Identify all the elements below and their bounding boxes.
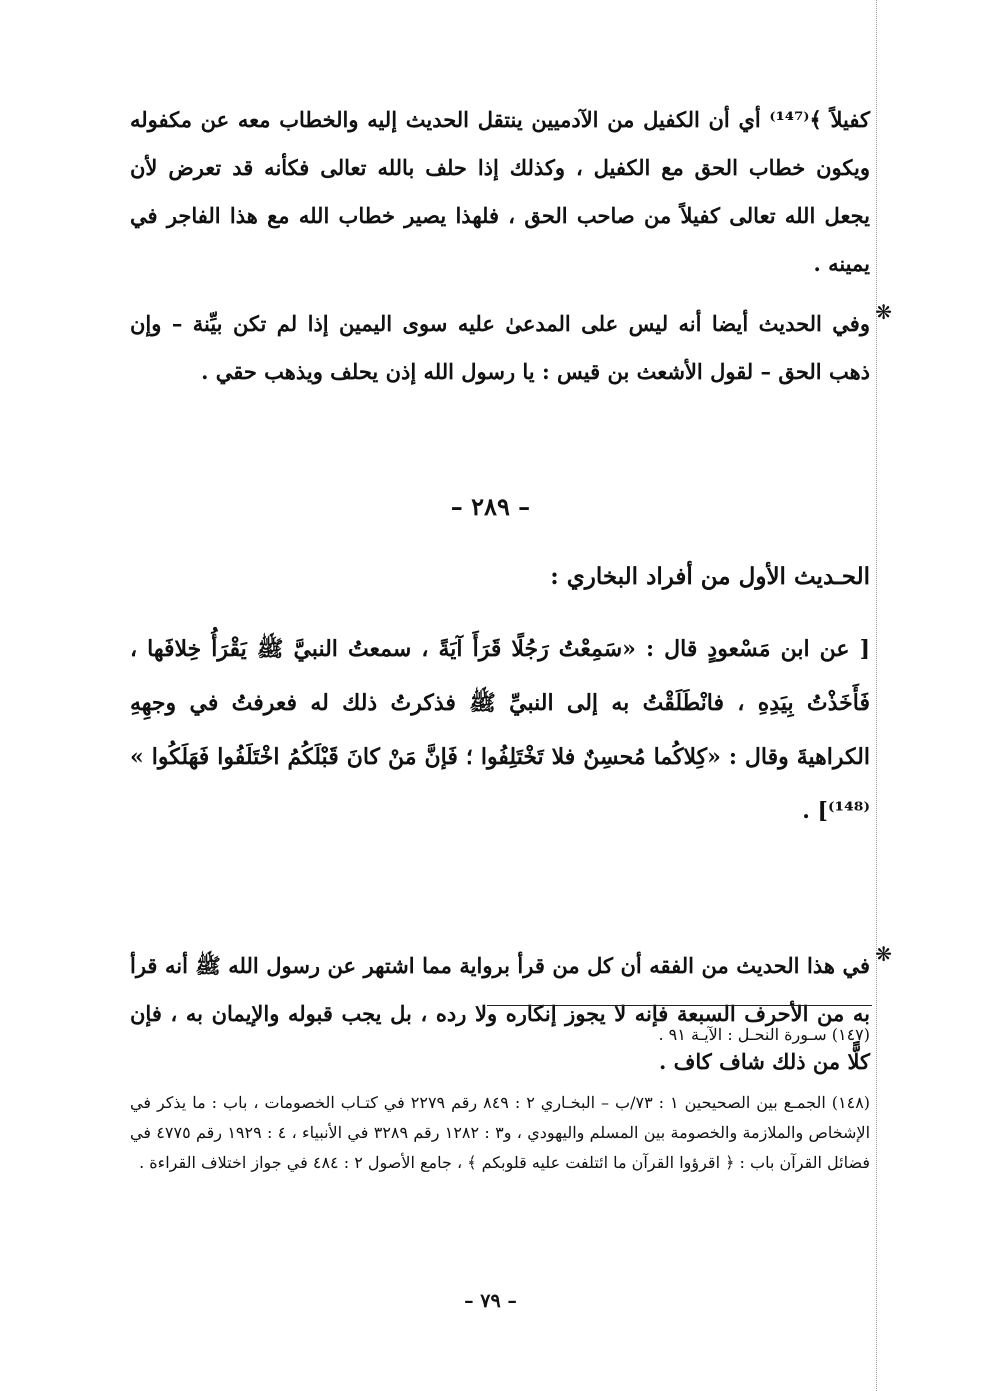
section-heading: الحـديث الأول من أفراد البخاري : [550,563,870,590]
page-number: – ٧٩ – [464,1290,517,1312]
footnote-separator [487,1005,872,1006]
bullet-star-icon: ❋ [875,942,892,966]
hadith-number: – ٢٨٩ – [450,492,531,521]
paragraph-text: في هذا الحديث من الفقه أن كل من قرأ برواية مما اشتهر عن رسول الله ﷺ أنه قرأ به من الأحرف السبعة فإنه لا يجوز إنكاره ولا رده ، بل يجب قبوله والإيمان به ، فإن كلًّا من ذلك شاف كاف . [130,953,870,1074]
footnote-148: (١٤٨) الجمـع بين الصحيحين ١ : ٧٣/ب – البخـاري ٢ : ٨٤٩ رقم ٢٢٧٩ في كتـاب الخصومات ، باب : ما يذكر في الإشخاص والملازمة والخصومة بين المسلم واليهودي ، و٣ : ١٢٨٢ رقم ٣٢٨٩ في الأنبياء ، ٤ : ١٩٢٩ رقم ٤٧٧٥ في فضائل القرآن باب : ﴿ اقرؤوا القرآن ما ائتلفت عليه قلوبكم ﴾ ، جامع الأصول ٢ : ٤٨٤ في جواز اختلاف القراءة . [130,1093,871,1172]
bullet-star-icon: ❋ [875,300,892,324]
paragraph-text: كفيلاً ﴾⁽¹⁴⁷⁾ أي أن الكفيل من الآدميين ينتقل الحديث إليه والخطاب معه عن مكفوله ويكون خطاب الحق مع الكفيل ، وكذلك إذا حلف بالله تعالى فكأنه قد تعرض لأن يجعل الله تعالى كفيلاً من صاحب الحق ، فلهذا يصير خطاب الله مع هذا الفاجر في يمينه . [130,107,871,276]
paragraph-kafil [130,96,870,288]
binding-margin-line [876,0,877,1391]
footnote-147: (١٤٧) سـورة النحـل : الآيـة ٩١ . [658,1025,870,1044]
paragraph-fiqh [130,942,892,1086]
paragraph-bayyina [130,300,892,396]
hadith-text: [ عن ابن مَسْعودٍ قال : «سَمِعْتُ رَجُلًا قَرَأَ آيَةً ، سمعتُ النبيَّ ﷺ يَقْرَأُ خِلافَها ، فَأَخَذْتُ بِيَدِهِ ، فانْطَلَقْتُ به إلى النبيِّ ﷺ فذكرتُ ذلك له فعرفتُ في وجهِهِ الكراهيةَ وقال : «كِلاكُما مُحسِنٌ فلا تَخْتَلِفُوا ؛ فَإنَّ مَنْ كانَ قَبْلَكُمُ اخْتَلَفُوا فَهَلَكُوا » ⁽¹⁴⁸⁾] . [130,636,870,824]
paragraph-text: وفي الحديث أيضا أنه ليس على المدعىٰ عليه سوى اليمين إذا لم تكن بيِّنة – وإن ذهب الحق – لقول الأشعث بن قيس : يا رسول الله إذن يحلف ويذهب حقي . [130,311,870,384]
